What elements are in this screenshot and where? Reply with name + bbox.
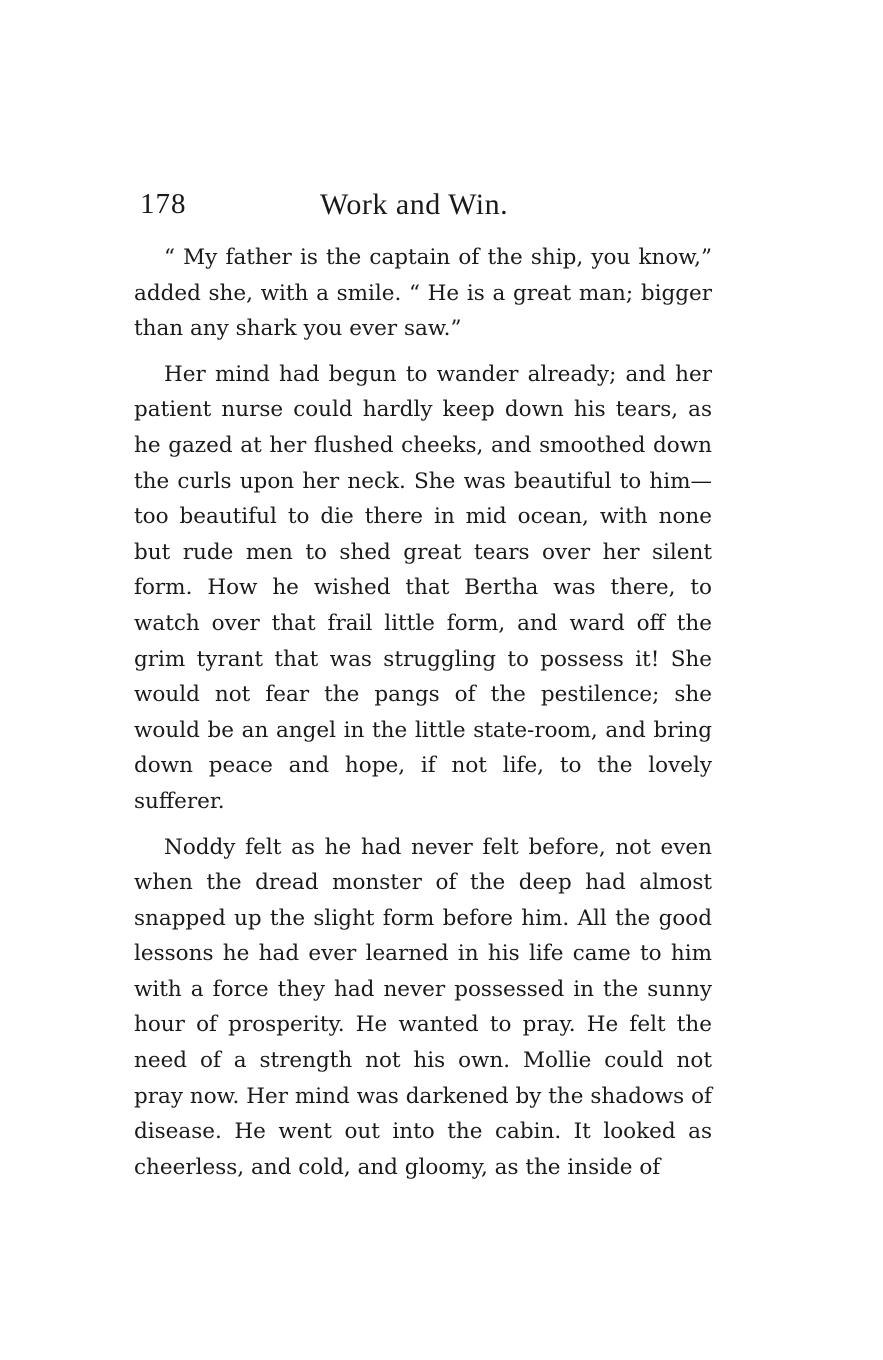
page-number: 178 bbox=[140, 188, 187, 220]
body-text bbox=[134, 240, 712, 1185]
running-title: Work and Win. bbox=[320, 188, 509, 221]
paragraph-2: Her mind had begun to wander already; and her patient nurse could hardly keep down his tears, as he gazed at her flushed cheeks, and smoothed down the curls upon her neck. She was beautiful to him—too beautiful to die there in mid ocean, with none but rude men to shed great tears over her silent form. How he wished that Bertha was there, to watch over that frail little form, and ward off the grim tyrant that was struggling to possess it! She would not fear the pangs of the pestilence; she would be an angel in the little state-room, and bring down peace and hope, if not life, to the lovely sufferer. bbox=[134, 361, 712, 814]
paragraph-3: Noddy felt as he had never felt before, not even when the dread monster of the deep had almost snapped up the slight form before him. All the good lessons he had ever learned in his life came to him with a force they had never possessed in the sunny hour of prosperity. He wanted to pray. He felt the need of a strength not his own. Mollie could not pray now. Her mind was darkened by the shadows of disease. He went out into the cabin. It looked as cheerless, and cold, and gloomy, as the inside of bbox=[134, 834, 712, 1180]
paragraph-1: “ My father is the captain of the ship, you know,” added she, with a smile. “ He is a great man; bigger than any shark you ever saw.” bbox=[134, 245, 712, 342]
page-header bbox=[140, 188, 720, 228]
